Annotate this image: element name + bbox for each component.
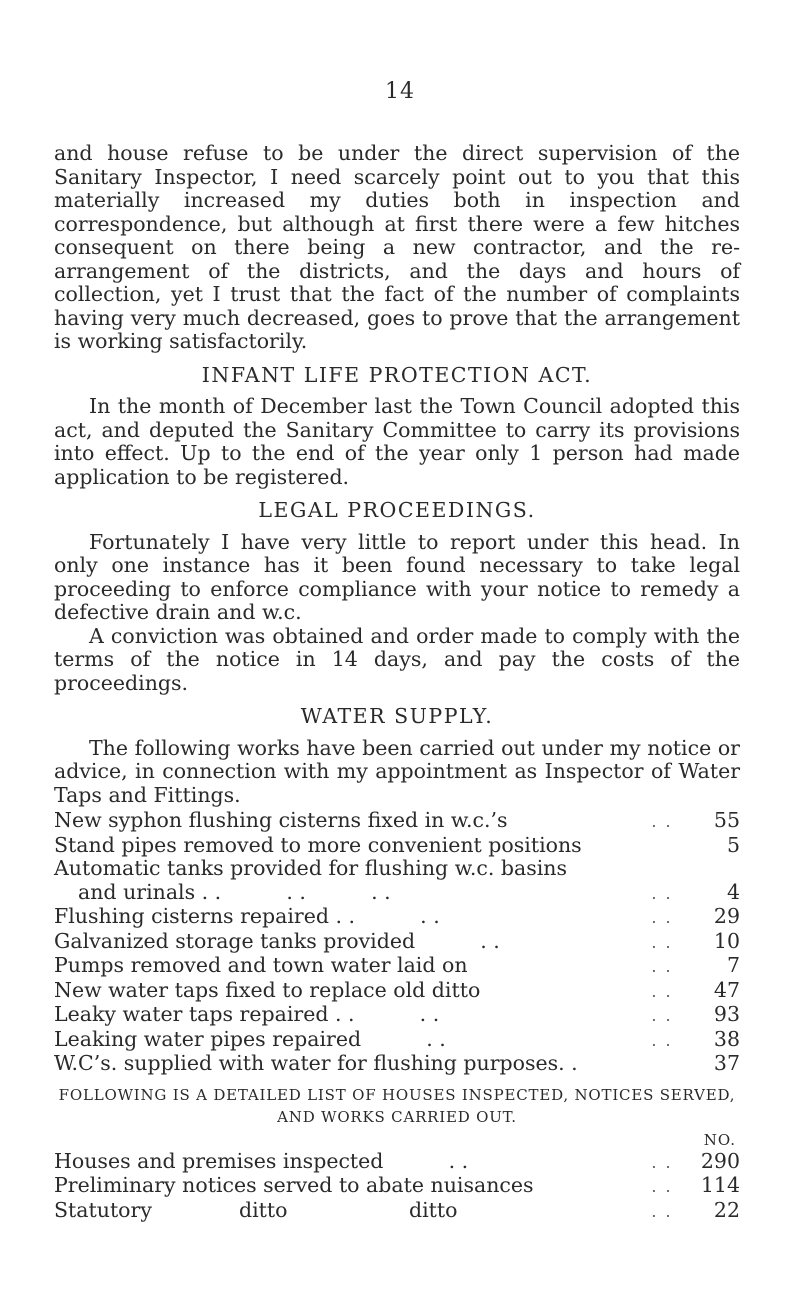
list-item: [54, 1052, 740, 1076]
item-value: 47: [713, 977, 740, 1002]
intro-paragraph: and house refuse to be under the direct supervision of the Sanitary Inspector, I need scarcely point out to you that this materially increased my duties both in inspection and correspondence, but although at first there were a few hitches consequent on there being a new contractor, and the re-arrangement of the districts, and the days and hours of collection, yet I trust that the fact of the number of complaints having very much decreased, goes to prove that the arrangement is working satisfactorily.: [54, 141, 740, 353]
list-item: Preliminary notices served to abate nuisances . . 114: [54, 1173, 740, 1197]
item-value: 38: [713, 1026, 740, 1051]
list-item: [54, 857, 740, 881]
item-value: 55: [713, 808, 740, 832]
list-item: New syphon flushing cisterns fixed in w.c.’s . . 55: [54, 808, 740, 832]
infant-paragraph: In the month of December last the Town Council adopted this act, and deputed the Sanitary Committee to carry its provisions into effect. Up to the end of the year only 1 person had made application to be registered.: [54, 394, 740, 489]
legal-heading: LEGAL PROCEEDINGS.: [258, 498, 536, 522]
item-value: 114: [700, 1173, 740, 1197]
legal-paragraph-2: A conviction was obtained and order made to comply with the terms of the notice in 14 days, and pay the costs of the proceedings.: [54, 623, 740, 695]
ditto-1: ditto: [239, 1197, 288, 1222]
infant-heading: INFANT LIFE PROTECTION ACT.: [201, 362, 593, 387]
list-item: Pumps removed and town water laid on . . 7: [54, 953, 740, 977]
ditto-2: ditto: [409, 1197, 458, 1222]
item-label: Leaking water pipes repaired . .: [54, 1026, 446, 1051]
list-item: New water taps fixed to replace old ditto . . 47: [54, 977, 740, 1002]
item-label: New syphon flushing cisterns fixed in w.c.’s: [54, 808, 508, 832]
item-label: Houses and premises inspected . .: [54, 1148, 469, 1173]
legal-paragraph-1: Fortunately I have very little to report under this head. In only one instance has it been found necessary to take legal proceeding to enforce compliance with your notice to remedy a defective drain and w.c.: [54, 529, 740, 624]
item-value: 7: [726, 953, 740, 977]
item-label: W.C’s. supplied with water for flushing purposes. .: [54, 1051, 578, 1075]
page-number: 14: [385, 79, 415, 104]
item-label: New water taps fixed to replace old ditto: [54, 977, 481, 1002]
item-label: Galvanized storage tanks provided . .: [54, 928, 500, 953]
item-value: 4: [726, 879, 740, 904]
item-label: Preliminary notices served to abate nuisances: [54, 1173, 534, 1197]
list-item: Houses and premises inspected . . . . 290: [54, 1148, 740, 1173]
item-label: Flushing cisterns repaired . . . .: [54, 904, 440, 928]
list-item: Statutory ditto ditto . . 22: [54, 1197, 740, 1222]
item-label: and urinals . . . . . .: [78, 879, 391, 904]
item-value: 290: [700, 1148, 740, 1173]
houses-list: [54, 1150, 740, 1224]
page-content: [54, 142, 740, 1223]
item-label: Automatic tanks provided for flushing w.c. basins: [54, 856, 567, 880]
item-label: Stand pipes removed to more convenient positions: [54, 832, 582, 857]
item-value: 29: [713, 904, 740, 928]
list-item: Leaking water pipes repaired . . . . 38: [54, 1026, 740, 1051]
list-item: Flushing cisterns repaired . . . . . . 29: [54, 904, 740, 928]
item-label: Leaky water taps repaired . . . .: [54, 1002, 440, 1026]
item-value: 22: [713, 1197, 740, 1222]
houses-heading: FOLLOWING IS A DETAILED LIST OF HOUSES INSPECTED, NOTICES SERVED, AND WORKS CARRIED OUT.: [58, 1085, 736, 1126]
list-item: [54, 834, 740, 858]
list-item: and urinals . . . . . . . . 4: [54, 881, 740, 906]
water-paragraph: The following works have been carried out under my notice or advice, in connection with my appointment as Inspector of Water Taps and Fittings.: [54, 735, 740, 807]
item-value: 10: [713, 928, 740, 953]
column-header-no: NO.: [703, 1130, 736, 1149]
item-value: 37: [713, 1051, 740, 1075]
item-label: Statutory: [54, 1197, 152, 1222]
list-item: Leaky water taps repaired . . . . . . 93: [54, 1002, 740, 1026]
item-value: 93: [713, 1002, 740, 1026]
works-list: [54, 809, 740, 1076]
list-item: Galvanized storage tanks provided . . . . 10: [54, 928, 740, 953]
item-value: 5: [726, 832, 740, 857]
water-heading: WATER SUPPLY.: [300, 704, 494, 728]
item-label: Pumps removed and town water laid on: [54, 953, 468, 977]
